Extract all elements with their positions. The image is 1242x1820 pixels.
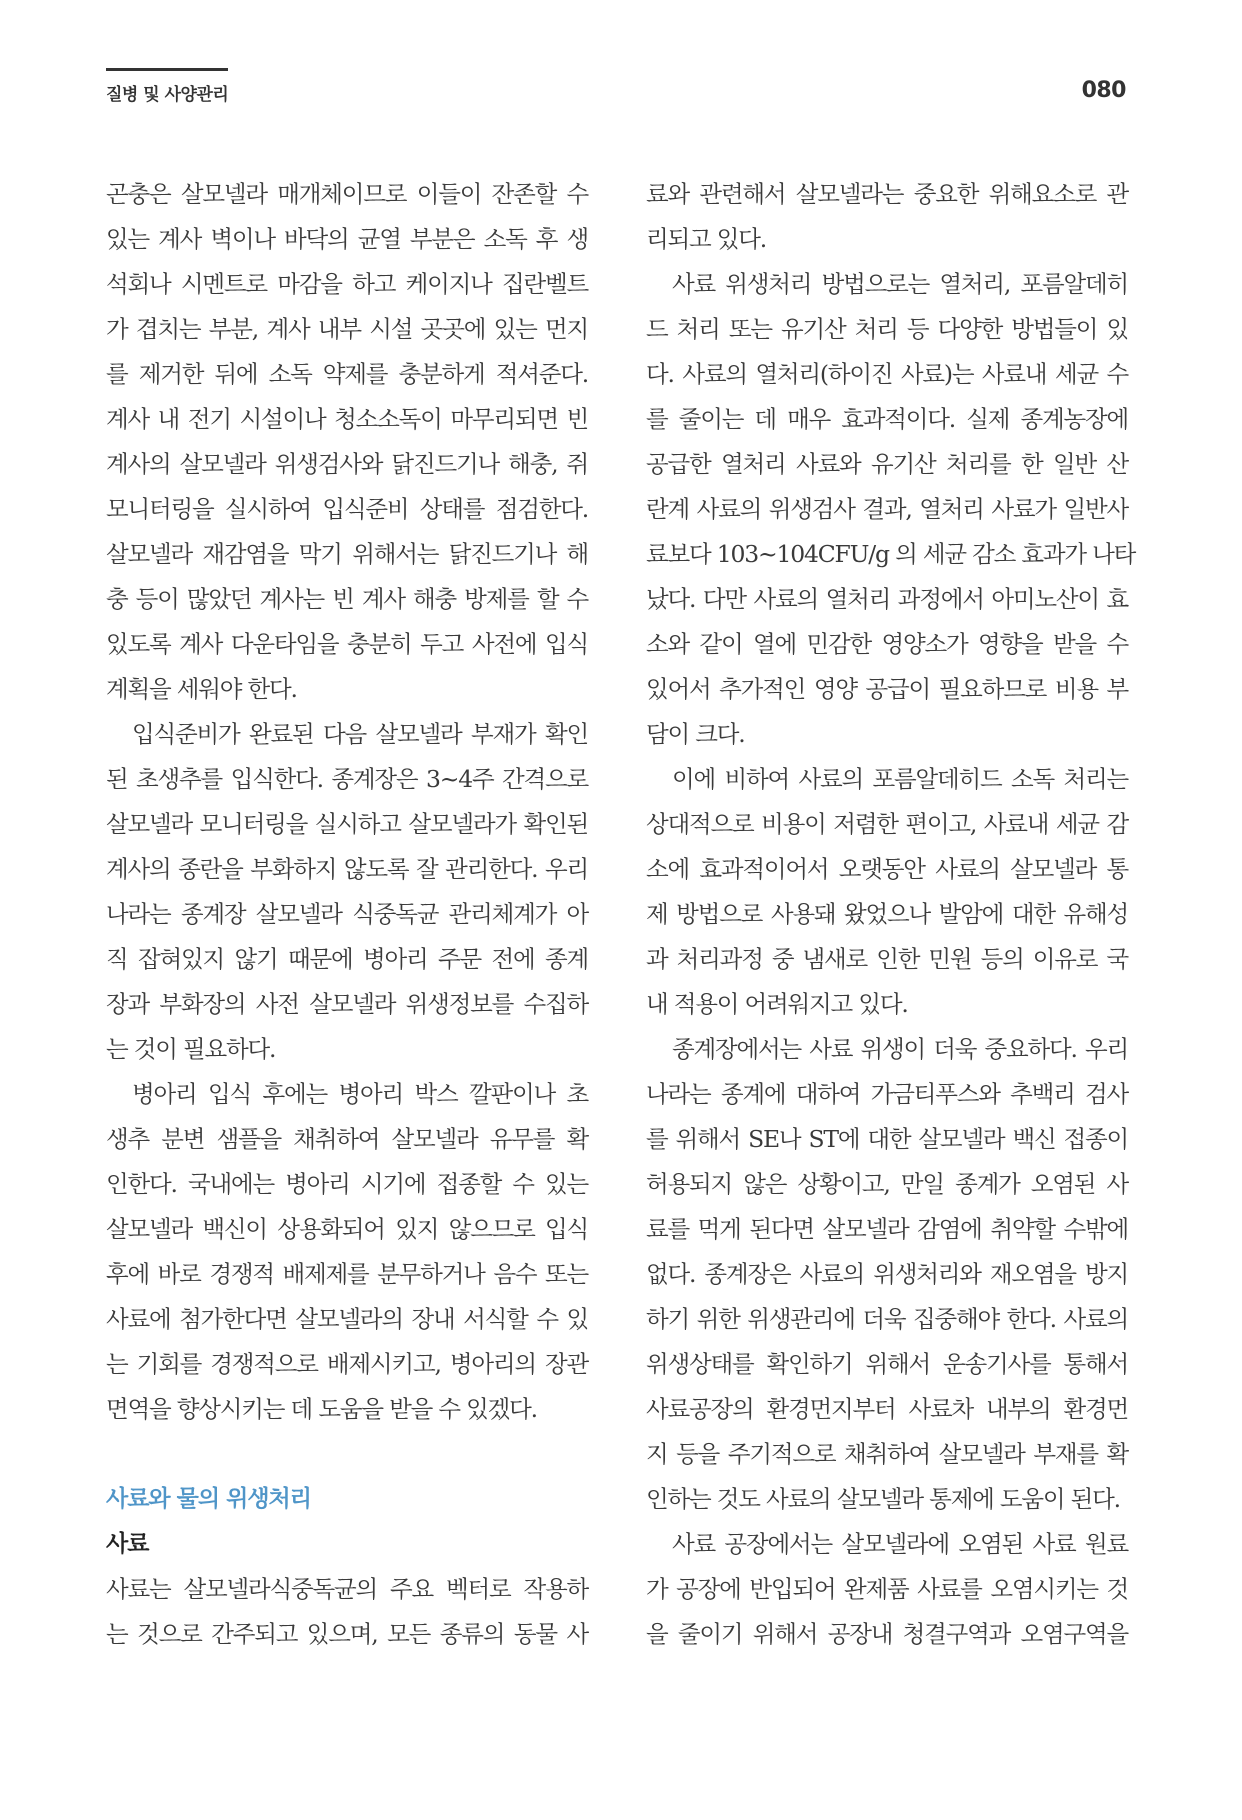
- paragraph: [646, 1522, 1128, 1657]
- text-line: 났다. 다만 사료의 열처리 과정에서 아미노산이 효: [646, 585, 1128, 613]
- page-number: 080: [1081, 78, 1126, 103]
- text-line: 가 공장에 반입되어 완제품 사료를 오염시키는 것: [646, 1575, 1128, 1603]
- text-line: 있어서 추가적인 영양 공급이 필요하므로 비용 부: [646, 675, 1128, 703]
- text-line: 계사 내 전기 시설이나 청소소독이 마무리되면 빈: [106, 405, 588, 433]
- text-line: 리되고 있다.: [646, 225, 767, 253]
- text-line: 석회나 시멘트로 마감을 하고 케이지나 집란벨트: [106, 270, 588, 298]
- text-line: 내 적용이 어려워지고 있다.: [646, 990, 908, 1018]
- text-line: 계획을 세워야 한다.: [106, 675, 297, 703]
- text-line: 면역을 향상시키는 데 도움을 받을 수 있겠다.: [106, 1395, 537, 1423]
- text-line: 병아리 입식 후에는 병아리 박스 깔판이나 초: [132, 1080, 588, 1108]
- text-line: 가 겹치는 부분, 계사 내부 시설 곳곳에 있는 먼지: [106, 315, 588, 343]
- text-line: 하기 위한 위생관리에 더욱 집중해야 한다. 사료의: [646, 1305, 1128, 1333]
- paragraph: [106, 1567, 588, 1657]
- text-line: 인한다. 국내에는 병아리 시기에 접종할 수 있는: [106, 1170, 588, 1198]
- text-line: 있는 계사 벽이나 바닥의 균열 부분은 소독 후 생: [106, 225, 588, 253]
- text-line: 담이 크다.: [646, 720, 745, 748]
- paragraph: [646, 757, 1128, 1027]
- text-line: 사료에 첨가한다면 살모넬라의 장내 서식할 수 있: [106, 1305, 588, 1333]
- text-line: 를 위해서 SE나 ST에 대한 살모넬라 백신 접종이: [646, 1125, 1128, 1153]
- text-line: 곤충은 살모넬라 매개체이므로 이들이 잔존할 수: [106, 180, 588, 208]
- text-line: 료보다 103~104CFU/g 의 세균 감소 효과가 나타: [646, 540, 1136, 568]
- text-line: 계사의 종란을 부화하지 않도록 잘 관리한다. 우리: [106, 855, 588, 883]
- text-line: 위생상태를 확인하기 위해서 운송기사를 통해서: [646, 1350, 1128, 1378]
- text-line: 공급한 열처리 사료와 유기산 처리를 한 일반 산: [646, 450, 1128, 478]
- text-line: 나라는 종계에 대하여 가금티푸스와 추백리 검사: [646, 1080, 1128, 1108]
- paragraph: [646, 262, 1136, 757]
- text-line: 모니터링을 실시하여 입식준비 상태를 점검한다.: [106, 495, 588, 523]
- running-header-title: 질병 및 사양관리: [106, 85, 229, 105]
- text-line: 살모넬라 모니터링을 실시하고 살모넬라가 확인된: [106, 810, 588, 838]
- spacer: [106, 1432, 588, 1477]
- text-line: 다. 사료의 열처리(하이진 사료)는 사료내 세균 수: [646, 360, 1128, 388]
- text-line: 를 줄이는 데 매우 효과적이다. 실제 종계농장에: [646, 405, 1128, 433]
- text-line: 상대적으로 비용이 저렴한 편이고, 사료내 세균 감: [646, 810, 1128, 838]
- text-line: 는 기회를 경쟁적으로 배제시키고, 병아리의 장관: [106, 1350, 588, 1378]
- paragraph: [646, 1027, 1128, 1522]
- text-line: 소와 같이 열에 민감한 영양소가 영향을 받을 수: [646, 630, 1128, 658]
- text-line: 사료는 살모넬라식중독균의 주요 벡터로 작용하: [106, 1575, 588, 1603]
- left-column: [106, 172, 588, 1657]
- text-line: 과 처리과정 중 냄새로 인한 민원 등의 이유로 국: [646, 945, 1128, 973]
- paragraph: [106, 712, 588, 1072]
- text-line: 인하는 것도 사료의 살모넬라 통제에 도움이 된다.: [646, 1485, 1120, 1513]
- text-line: 드 처리 또는 유기산 처리 등 다양한 방법들이 있: [646, 315, 1128, 343]
- text-line: 지 등을 주기적으로 채취하여 살모넬라 부재를 확: [646, 1440, 1128, 1468]
- text-line: 이에 비하여 사료의 포름알데히드 소독 처리는: [672, 765, 1128, 793]
- text-line: 제 방법으로 사용돼 왔었으나 발암에 대한 유해성: [646, 900, 1128, 928]
- paragraph: [646, 172, 1128, 262]
- text-line: 생추 분변 샘플을 채취하여 살모넬라 유무를 확: [106, 1125, 588, 1153]
- text-line: 충 등이 많았던 계사는 빈 계사 해충 방제를 할 수: [106, 585, 588, 613]
- right-column: [646, 172, 1136, 1657]
- text-line: 사료공장의 환경먼지부터 사료차 내부의 환경먼: [646, 1395, 1128, 1423]
- subsection-heading: 사료: [106, 1531, 149, 1557]
- text-line: 살모넬라 재감염을 막기 위해서는 닭진드기나 해: [106, 540, 588, 568]
- text-line: 있도록 계사 다운타임을 충분히 두고 사전에 입식: [106, 630, 588, 658]
- text-line: 된 초생추를 입식한다. 종계장은 3~4주 간격으로: [106, 765, 588, 793]
- text-line: 장과 부화장의 사전 살모넬라 위생정보를 수집하: [106, 990, 588, 1018]
- text-line: 나라는 종계장 살모넬라 식중독균 관리체계가 아: [106, 900, 588, 928]
- header-rule: [106, 68, 228, 71]
- text-line: 료와 관련해서 살모넬라는 중요한 위해요소로 관: [646, 180, 1128, 208]
- text-line: 후에 바로 경쟁적 배제제를 분무하거나 음수 또는: [106, 1260, 588, 1288]
- text-line: 사료 공장에서는 살모넬라에 오염된 사료 원료: [672, 1530, 1128, 1558]
- text-line: 없다. 종계장은 사료의 위생처리와 재오염을 방지: [646, 1260, 1128, 1288]
- text-line: 란계 사료의 위생검사 결과, 열처리 사료가 일반사: [646, 495, 1128, 523]
- text-line: 종계장에서는 사료 위생이 더욱 중요하다. 우리: [672, 1035, 1128, 1063]
- text-line: 료를 먹게 된다면 살모넬라 감염에 취약할 수밖에: [646, 1215, 1128, 1243]
- paragraph: [106, 172, 588, 712]
- text-line: 를 제거한 뒤에 소독 약제를 충분하게 적셔준다.: [106, 360, 588, 388]
- paragraph: [106, 1072, 588, 1432]
- text-line: 을 줄이기 위해서 공장내 청결구역과 오염구역을: [646, 1620, 1128, 1648]
- text-line: 직 잡혀있지 않기 때문에 병아리 주문 전에 종계: [106, 945, 588, 973]
- text-line: 는 것으로 간주되고 있으며, 모든 종류의 동물 사: [106, 1620, 588, 1648]
- text-line: 살모넬라 백신이 상용화되어 있지 않으므로 입식: [106, 1215, 588, 1243]
- text-line: 는 것이 필요하다.: [106, 1035, 276, 1063]
- text-line: 소에 효과적이어서 오랫동안 사료의 살모넬라 통: [646, 855, 1128, 883]
- text-line: 허용되지 않은 상황이고, 만일 종계가 오염된 사: [646, 1170, 1128, 1198]
- text-line: 계사의 살모넬라 위생검사와 닭진드기나 해충, 쥐: [106, 450, 588, 478]
- text-line: 사료 위생처리 방법으로는 열처리, 포름알데히: [672, 270, 1128, 298]
- text-line: 입식준비가 완료된 다음 살모넬라 부재가 확인: [132, 720, 588, 748]
- section-heading: 사료와 물의 위생처리: [106, 1486, 311, 1512]
